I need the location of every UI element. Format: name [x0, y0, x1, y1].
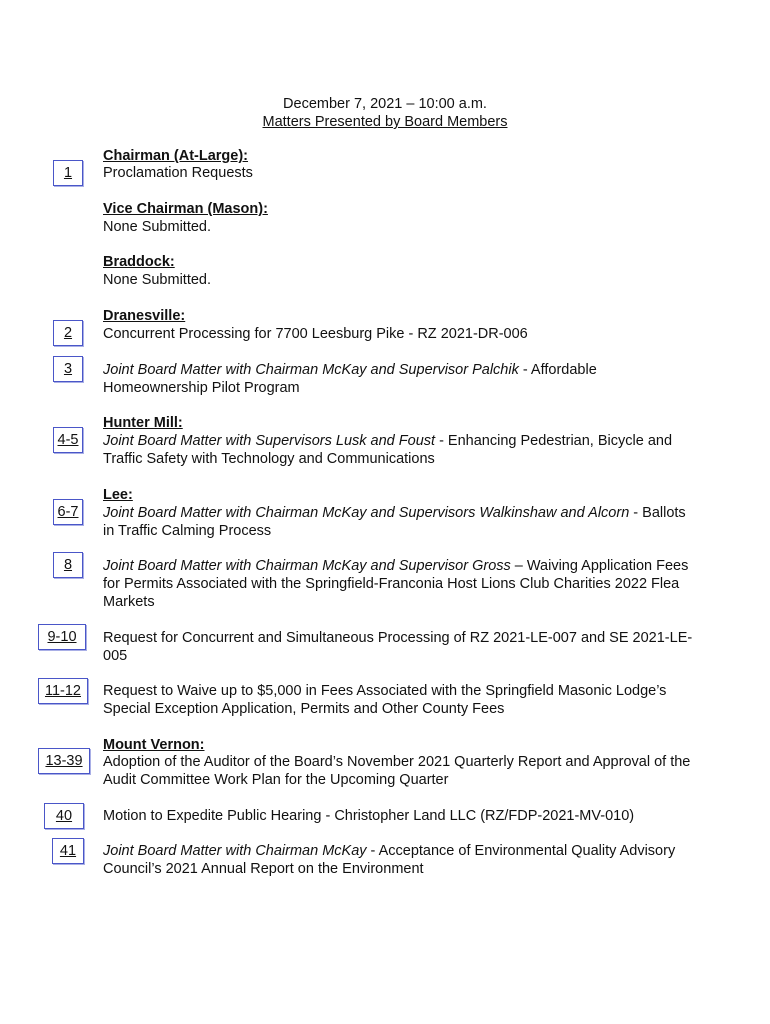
- section-heading-braddock: Braddock:: [103, 254, 175, 270]
- item-text-6-7-rest: - Ballots: [629, 505, 686, 521]
- item-text-8-italic: Joint Board Matter with Chairman McKay and Supervisor Gross: [103, 558, 511, 574]
- item-text-9-10: Request for Concurrent and Simultaneous Processing of RZ 2021-LE-007 and SE 2021-LE-: [103, 630, 693, 646]
- item-text-41-rest: - Acceptance of Environmental Quality Advisory: [366, 843, 676, 859]
- item-link-2[interactable]: 2: [53, 320, 83, 346]
- item-text-6-7-line2: in Traffic Calming Process: [103, 523, 272, 539]
- item-text-2: Concurrent Processing for 7700 Leesburg Pike - RZ 2021-DR-006: [103, 326, 528, 342]
- item-text-3-italic: Joint Board Matter with Chairman McKay and Supervisor Palchik: [103, 362, 519, 378]
- section-heading-dranesville: Dranesville:: [103, 308, 186, 324]
- item-text-40: Motion to Expedite Public Hearing - Christopher Land LLC (RZ/FDP-2021-MV-010): [103, 808, 635, 824]
- item-text-8-line2: for Permits Associated with the Springfield-Franconia Host Lions Club Charities 2022 Flea: [103, 576, 680, 592]
- item-text-8-rest: – Waiving Application Fees: [510, 558, 689, 574]
- item-link-41[interactable]: 41: [52, 838, 84, 864]
- vice-chairman-text: None Submitted.: [103, 219, 212, 235]
- item-text-13-39: Adoption of the Auditor of the Board’s November 2021 Quarterly Report and Approval of the: [103, 754, 691, 770]
- item-text-41-italic: Joint Board Matter with Chairman McKay: [103, 843, 367, 859]
- item-link-9-10[interactable]: 9-10: [38, 624, 86, 650]
- item-text-4-5-italic: Joint Board Matter with Supervisors Lusk and Foust: [103, 433, 436, 449]
- item-text-4-5-rest: - Enhancing Pedestrian, Bicycle and: [435, 433, 673, 449]
- item-link-8[interactable]: 8: [53, 552, 83, 578]
- item-link-6-7[interactable]: 6-7: [53, 499, 83, 525]
- section-heading-vice-chairman: Vice Chairman (Mason):: [103, 201, 268, 217]
- page-subtitle-text: Matters Presented by Board Members: [262, 114, 508, 130]
- item-text-41-line2: Council’s 2021 Annual Report on the Environment: [103, 861, 424, 877]
- item-link-13-39[interactable]: 13-39: [38, 748, 90, 774]
- item-text-3-rest: - Affordable: [518, 362, 597, 378]
- item-link-4-5[interactable]: 4-5: [53, 427, 83, 453]
- item-text-3: [103, 361, 597, 379]
- section-heading-mount-vernon: Mount Vernon:: [103, 737, 205, 753]
- item-text-3-line2: Homeownership Pilot Program: [103, 380, 300, 396]
- item-link-11-12[interactable]: 11-12: [38, 678, 88, 704]
- item-text-8-line3: Markets: [103, 594, 155, 610]
- meeting-date: December 7, 2021 – 10:00 a.m.: [283, 96, 487, 112]
- item-link-3[interactable]: 3: [53, 356, 83, 382]
- item-text-11-12: Request to Waive up to $5,000 in Fees Associated with the Springfield Masonic Lodge’s: [103, 683, 667, 699]
- item-link-1[interactable]: 1: [53, 160, 83, 186]
- item-link-40[interactable]: 40: [44, 803, 84, 829]
- item-text-9-10-line2: 005: [103, 648, 128, 664]
- item-text-11-12-line2: Special Exception Application, Permits and Other County Fees: [103, 701, 505, 717]
- braddock-text: None Submitted.: [103, 272, 212, 288]
- section-heading-lee: Lee:: [103, 487, 133, 503]
- item-text-13-39-line2: Audit Committee Work Plan for the Upcoming Quarter: [103, 772, 449, 788]
- section-heading-chairman: Chairman (At-Large):: [103, 148, 249, 164]
- item-text-1: Proclamation Requests: [103, 165, 253, 181]
- item-text-6-7: [103, 504, 686, 522]
- item-text-4-5-line2: Traffic Safety with Technology and Communications: [103, 451, 435, 467]
- page-subtitle: [0, 113, 770, 131]
- item-text-4-5: [103, 432, 672, 450]
- item-text-8: [103, 557, 688, 575]
- item-text-6-7-italic: Joint Board Matter with Chairman McKay and Supervisors Walkinshaw and Alcorn: [103, 505, 630, 521]
- item-text-41: [103, 842, 675, 860]
- section-heading-hunter-mill: Hunter Mill:: [103, 415, 183, 431]
